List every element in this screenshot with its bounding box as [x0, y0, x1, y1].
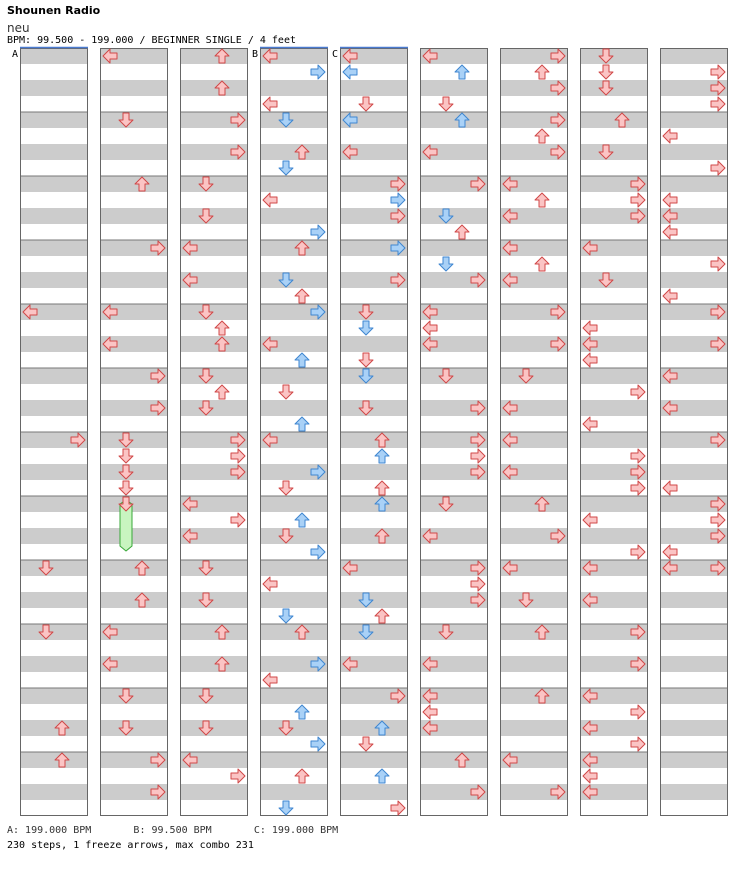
- page-title: Shounen Radio: [7, 4, 101, 17]
- lane-stripe: [180, 560, 248, 576]
- lane-stripe: [580, 304, 648, 320]
- lane-stripe: [420, 368, 488, 384]
- arrow-up-icon: [295, 417, 309, 431]
- lane-stripe: [340, 80, 408, 96]
- arrow-left-icon: [663, 129, 677, 143]
- lane-stripe: [260, 400, 328, 416]
- song-subtitle: neu: [7, 21, 30, 35]
- lane-stripe: [420, 240, 488, 256]
- arrow-right-icon: [391, 801, 405, 815]
- lane-stripe: [260, 720, 328, 736]
- bpm-change-label: A: [12, 49, 19, 60]
- lane-stripe: [180, 624, 248, 640]
- arrow-down-icon: [359, 737, 373, 751]
- lane-stripe: [340, 624, 408, 640]
- lane-stripe: [180, 784, 248, 800]
- arrow-down-icon: [279, 609, 293, 623]
- arrow-down-icon: [279, 385, 293, 399]
- lane-stripe: [580, 80, 648, 96]
- lane-stripe: [340, 528, 408, 544]
- arrow-up-icon: [295, 289, 309, 303]
- lane-stripe: [100, 272, 168, 288]
- lane-stripe: [420, 112, 488, 128]
- lane-stripe: [580, 528, 648, 544]
- lane-stripe: [20, 464, 88, 480]
- arrow-right-icon: [631, 193, 645, 207]
- lane-stripe: [660, 176, 728, 192]
- arrow-down-icon: [359, 321, 373, 335]
- arrow-right-icon: [311, 737, 325, 751]
- arrow-up-icon: [455, 225, 469, 239]
- arrow-down-icon: [439, 257, 453, 271]
- arrow-down-icon: [359, 353, 373, 367]
- lane-stripe: [340, 784, 408, 800]
- lane-stripe: [660, 752, 728, 768]
- lane-stripe: [340, 592, 408, 608]
- lane-stripe: [500, 688, 568, 704]
- lane-stripe: [580, 368, 648, 384]
- lane-stripe: [580, 496, 648, 512]
- arrow-up-icon: [455, 65, 469, 79]
- lane-stripe: [180, 48, 248, 64]
- lane-stripe: [180, 304, 248, 320]
- lane-stripe: [500, 592, 568, 608]
- arrow-up-icon: [375, 609, 389, 623]
- lane-stripe: [660, 144, 728, 160]
- lane-stripe: [340, 496, 408, 512]
- lane-stripe: [20, 624, 88, 640]
- lane-stripe: [580, 144, 648, 160]
- arrow-right-icon: [631, 737, 645, 751]
- lane-stripe: [180, 720, 248, 736]
- lane-stripe: [20, 688, 88, 704]
- arrow-up-icon: [295, 513, 309, 527]
- lane-stripe: [100, 144, 168, 160]
- lane-stripe: [20, 560, 88, 576]
- lane-stripe: [340, 720, 408, 736]
- arrow-down-icon: [119, 449, 133, 463]
- lane-stripe: [260, 592, 328, 608]
- arrow-right-icon: [711, 97, 725, 111]
- lane-stripe: [580, 432, 648, 448]
- step-stats: 230 steps, 1 freeze arrows, max combo 231: [7, 840, 254, 851]
- lane-stripe: [660, 784, 728, 800]
- arrow-left-icon: [663, 481, 677, 495]
- lane-stripe: [260, 528, 328, 544]
- arrow-left-icon: [423, 321, 437, 335]
- arrow-up-icon: [295, 705, 309, 719]
- lane-stripe: [660, 112, 728, 128]
- lane-stripe: [260, 496, 328, 512]
- arrow-up-icon: [535, 257, 549, 271]
- lane-stripe: [260, 752, 328, 768]
- arrow-left-icon: [663, 193, 677, 207]
- bpm-info: BPM: 99.500 - 199.000 / BEGINNER SINGLE / 4 feet: [7, 35, 296, 46]
- lane-stripe: [100, 80, 168, 96]
- lane-stripe: [660, 464, 728, 480]
- arrow-left-icon: [663, 289, 677, 303]
- lane-stripe: [20, 240, 88, 256]
- lane-column: [20, 48, 88, 816]
- lane-stripe: [660, 656, 728, 672]
- arrow-left-icon: [423, 705, 437, 719]
- lane-stripe: [20, 720, 88, 736]
- lane-stripe: [20, 144, 88, 160]
- arrow-down-icon: [119, 481, 133, 495]
- lane-stripe: [340, 400, 408, 416]
- arrow-down-icon: [439, 97, 453, 111]
- lane-stripe: [180, 80, 248, 96]
- lane-stripe: [260, 176, 328, 192]
- arrow-left-icon: [663, 545, 677, 559]
- arrow-left-icon: [583, 417, 597, 431]
- lane-stripe: [180, 400, 248, 416]
- arrow-right-icon: [631, 481, 645, 495]
- lane-stripe: [20, 656, 88, 672]
- bpm-legend: A: 199.000 BPM B: 99.500 BPM C: 199.000 BPM: [7, 825, 339, 836]
- lane-stripe: [180, 368, 248, 384]
- arrow-left-icon: [263, 97, 277, 111]
- lane-stripe: [100, 528, 168, 544]
- lane-stripe: [100, 176, 168, 192]
- arrow-down-icon: [279, 161, 293, 175]
- lane-stripe: [20, 368, 88, 384]
- lane-stripe: [20, 784, 88, 800]
- lane-stripe: [580, 400, 648, 416]
- arrow-right-icon: [711, 257, 725, 271]
- arrow-right-icon: [631, 449, 645, 463]
- lane-stripe: [100, 688, 168, 704]
- lane-stripe: [260, 560, 328, 576]
- arrow-right-icon: [631, 385, 645, 399]
- arrow-left-icon: [263, 193, 277, 207]
- arrow-left-icon: [583, 769, 597, 783]
- lane-stripe: [580, 48, 648, 64]
- lane-stripe: [20, 112, 88, 128]
- lane-stripe: [20, 176, 88, 192]
- lane-stripe: [420, 752, 488, 768]
- lane-stripe: [100, 592, 168, 608]
- lane-stripe: [20, 592, 88, 608]
- lane-stripe: [500, 496, 568, 512]
- lane-column: [180, 48, 248, 816]
- arrow-left-icon: [263, 673, 277, 687]
- arrow-up-icon: [535, 65, 549, 79]
- arrow-right-icon: [471, 577, 485, 591]
- lane-stripe: [260, 80, 328, 96]
- lane-stripe: [180, 336, 248, 352]
- lane-stripe: [100, 432, 168, 448]
- lane-stripe: [260, 624, 328, 640]
- arrow-up-icon: [295, 353, 309, 367]
- lane-stripe: [660, 592, 728, 608]
- arrow-up-icon: [535, 193, 549, 207]
- lane-stripe: [100, 720, 168, 736]
- lane-stripe: [260, 144, 328, 160]
- arrow-left-icon: [583, 353, 597, 367]
- arrow-right-icon: [231, 449, 245, 463]
- lane-stripe: [100, 464, 168, 480]
- arrow-left-icon: [263, 577, 277, 591]
- lane-stripe: [260, 272, 328, 288]
- arrow-up-icon: [375, 449, 389, 463]
- arrow-up-icon: [535, 129, 549, 143]
- lane-column: [100, 48, 168, 816]
- lane-stripe: [20, 80, 88, 96]
- lane-column: [500, 48, 568, 816]
- lane-stripe: [100, 560, 168, 576]
- lane-stripe: [420, 496, 488, 512]
- lane-stripe: [660, 688, 728, 704]
- arrow-up-icon: [215, 385, 229, 399]
- lane-stripe: [20, 272, 88, 288]
- arrow-right-icon: [231, 769, 245, 783]
- lane-stripe: [420, 624, 488, 640]
- arrow-left-icon: [583, 513, 597, 527]
- lane-stripe: [340, 336, 408, 352]
- arrow-up-icon: [295, 769, 309, 783]
- arrow-right-icon: [711, 65, 725, 79]
- lane-stripe: [340, 752, 408, 768]
- lane-stripe: [500, 368, 568, 384]
- lane-stripe: [660, 240, 728, 256]
- arrow-up-icon: [215, 321, 229, 335]
- lane-stripe: [340, 464, 408, 480]
- lane-stripe: [180, 656, 248, 672]
- arrow-down-icon: [279, 481, 293, 495]
- arrow-left-icon: [583, 321, 597, 335]
- arrow-right-icon: [311, 65, 325, 79]
- lane-stripe: [340, 304, 408, 320]
- lane-stripe: [420, 208, 488, 224]
- lane-stripe: [100, 208, 168, 224]
- lane-stripe: [100, 112, 168, 128]
- arrow-right-icon: [231, 513, 245, 527]
- arrow-down-icon: [279, 801, 293, 815]
- arrow-right-icon: [631, 705, 645, 719]
- arrow-right-icon: [471, 449, 485, 463]
- lane-stripe: [340, 432, 408, 448]
- lane-stripe: [180, 592, 248, 608]
- lane-stripe: [260, 784, 328, 800]
- arrow-right-icon: [711, 513, 725, 527]
- arrow-right-icon: [311, 545, 325, 559]
- lane-stripe: [20, 336, 88, 352]
- lane-stripe: [500, 624, 568, 640]
- lane-stripe: [20, 208, 88, 224]
- lane-stripe: [260, 112, 328, 128]
- lane-stripe: [660, 720, 728, 736]
- lane-stripe: [180, 688, 248, 704]
- lane-stripe: [20, 528, 88, 544]
- lane-stripe: [580, 272, 648, 288]
- lane-stripe: [340, 368, 408, 384]
- arrow-right-icon: [711, 161, 725, 175]
- lane-stripe: [500, 656, 568, 672]
- lane-stripe: [20, 496, 88, 512]
- bpm-change-label: B: [252, 49, 259, 60]
- lane-stripe: [260, 240, 328, 256]
- lane-stripe: [660, 624, 728, 640]
- lane-stripe: [580, 112, 648, 128]
- lane-stripe: [260, 208, 328, 224]
- lane-stripe: [20, 48, 88, 64]
- arrow-right-icon: [391, 193, 405, 207]
- arrow-left-icon: [343, 65, 357, 79]
- arrow-right-icon: [311, 225, 325, 239]
- lane-stripe: [20, 400, 88, 416]
- lane-stripe: [260, 688, 328, 704]
- bpm-change-label: C: [332, 49, 339, 60]
- arrow-down-icon: [359, 97, 373, 111]
- arrow-left-icon: [663, 225, 677, 239]
- lane-stripe: [260, 368, 328, 384]
- lane-stripe: [180, 208, 248, 224]
- lane-stripe: [420, 80, 488, 96]
- arrow-up-icon: [375, 481, 389, 495]
- lane-column: [260, 48, 328, 816]
- lane-stripe: [100, 496, 168, 512]
- lane-stripe: [500, 720, 568, 736]
- arrow-down-icon: [599, 65, 613, 79]
- arrow-right-icon: [631, 545, 645, 559]
- lane-stripe: [180, 176, 248, 192]
- arrow-up-icon: [375, 769, 389, 783]
- lane-stripe: [660, 272, 728, 288]
- lane-stripe: [660, 48, 728, 64]
- lane-stripe: [20, 752, 88, 768]
